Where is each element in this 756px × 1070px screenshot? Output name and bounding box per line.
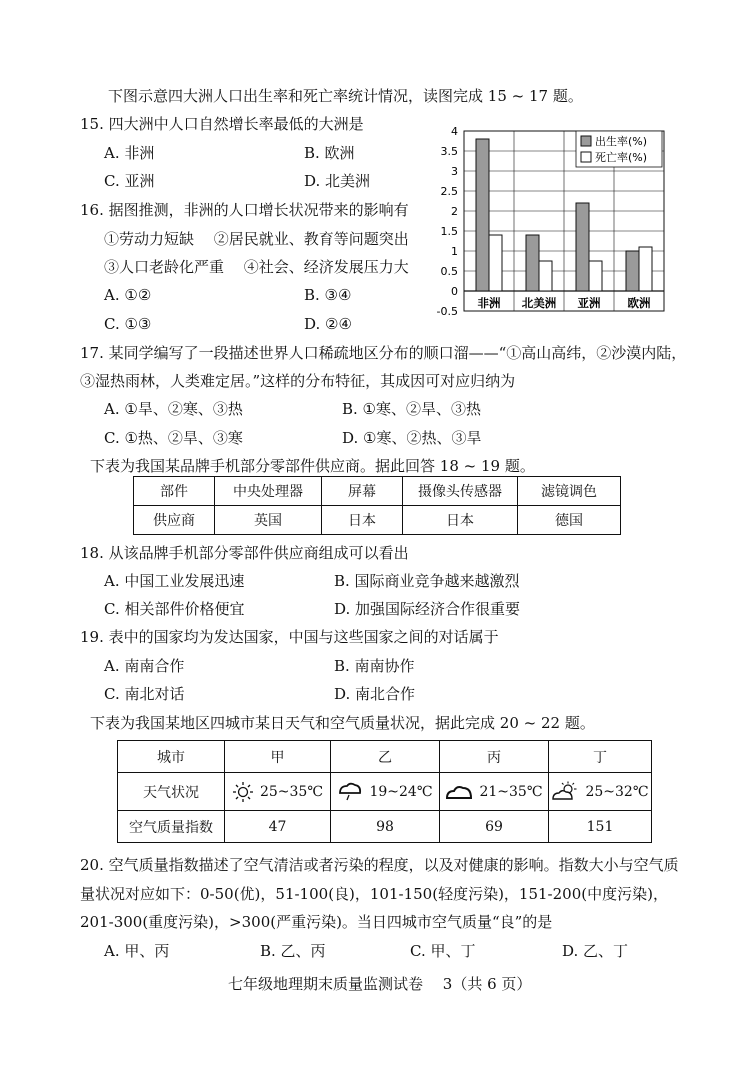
birth-rate-bar	[476, 139, 489, 291]
table-cell: 甲	[225, 741, 331, 773]
rain-cloud-icon	[337, 781, 363, 803]
q17-option-d[interactable]: D. ①寒、②热、③旱	[342, 429, 482, 447]
table-cell: 空气质量指数	[118, 811, 225, 843]
q16-option-d[interactable]: D. ②④	[304, 315, 352, 333]
table-cell: 摄像头传感器	[403, 477, 518, 506]
death-rate-bar	[589, 261, 602, 291]
question-20-stem-1: 20. 空气质量指数描述了空气清洁或者污染的程度，以及对健康的影响。指数大小与空气质	[80, 856, 679, 874]
q19-option-b[interactable]: B. 南南协作	[334, 657, 415, 675]
q17-option-b[interactable]: B. ①寒、②旱、③热	[342, 400, 482, 418]
chart-legend	[576, 131, 662, 167]
q15-option-c[interactable]: C. 亚洲	[104, 172, 155, 190]
q20-option-c[interactable]: C. 甲、丁	[410, 942, 476, 960]
q19-option-d[interactable]: D. 南北合作	[334, 685, 416, 703]
q16-statements-2: ③人口老龄化严重 ④社会、经济发展压力大	[104, 258, 409, 276]
q18-option-a[interactable]: A. 中国工业发展迅速	[104, 572, 245, 590]
table-cell: 天气状况	[118, 773, 225, 811]
table-row	[134, 506, 621, 535]
table-cell: 德国	[518, 506, 621, 535]
table-cell: 英国	[215, 506, 322, 535]
q18-option-b[interactable]: B. 国际商业竞争越来越激烈	[334, 572, 520, 590]
table-cell: 中央处理器	[215, 477, 322, 506]
q15-option-d[interactable]: D. 北美洲	[304, 172, 371, 190]
y-tick-label: 1.5	[440, 225, 458, 238]
q16-option-c[interactable]: C. ①③	[104, 315, 152, 333]
table-cell: 供应商	[134, 506, 215, 535]
temp-ding: 25~32℃	[585, 783, 649, 800]
table-cell: 47	[225, 811, 331, 843]
question-18-stem: 18. 从该品牌手机部分零部件供应商组成可以看出	[80, 544, 409, 562]
legend-label: 死亡率(%)	[595, 151, 648, 164]
q19-option-a[interactable]: A. 南南合作	[104, 657, 185, 675]
q16-option-b[interactable]: B. ③④	[304, 286, 352, 304]
temp-yi: 19~24℃	[369, 783, 433, 800]
supplier-table	[133, 476, 621, 535]
birth-rate-bar	[626, 251, 639, 291]
y-tick-label: 2	[451, 205, 458, 218]
q20-option-d[interactable]: D. 乙、丁	[562, 942, 629, 960]
temp-jia: 25~35℃	[259, 783, 324, 800]
q20-option-a[interactable]: A. 甲、丙	[104, 942, 170, 960]
table-cell	[549, 773, 652, 811]
table-cell	[225, 773, 331, 811]
question-17-stem-2: ③湿热雨林，人类难定居。”这样的分布特征，其成因可对应归纳为	[80, 372, 516, 390]
weather-air-quality-table	[117, 740, 652, 843]
q18-option-d[interactable]: D. 加强国际经济合作很重要	[334, 600, 521, 618]
y-tick-label: 3.5	[440, 145, 458, 158]
birth-rate-bar	[576, 203, 589, 291]
q15-option-a[interactable]: A. 非洲	[104, 144, 155, 162]
table-cell: 日本	[403, 506, 518, 535]
table-cell: 城市	[118, 741, 225, 773]
x-category-label: 北美洲	[521, 296, 557, 310]
q16-statements-1: ①劳动力短缺 ②居民就业、教育等问题突出	[104, 230, 409, 248]
question-17-stem-1: 17. 某同学编写了一段描述世界人口稀疏地区分布的顺口溜——“①高山高纬，②沙漠内陆，	[80, 344, 687, 362]
death-rate-bar	[489, 235, 502, 291]
q17-option-c[interactable]: C. ①热、②旱、③寒	[104, 429, 243, 447]
q20-option-b[interactable]: B. 乙、丙	[260, 942, 326, 960]
question-19-stem: 19. 表中的国家均为发达国家，中国与这些国家之间的对话属于	[80, 628, 499, 646]
y-tick-label: 0	[451, 285, 458, 298]
table-header-row	[134, 477, 621, 506]
q17-option-a[interactable]: A. ①旱、②寒、③热	[104, 400, 243, 418]
y-tick-label: 0.5	[440, 265, 458, 278]
q16-option-a[interactable]: A. ①②	[104, 286, 152, 304]
legend-swatch-birth	[581, 136, 591, 146]
intro-15-17: 下图示意四大洲人口出生率和死亡率统计情况，读图完成 15 ~ 17 题。	[108, 87, 583, 105]
table-header-row	[118, 741, 652, 773]
y-tick-label: -0.5	[436, 305, 458, 318]
table-cell: 乙	[331, 741, 440, 773]
table-cell	[331, 773, 440, 811]
temp-bing: 21~35℃	[479, 783, 543, 800]
table-cell: 丁	[549, 741, 652, 773]
table-row	[118, 773, 652, 811]
y-tick-label: 1	[451, 245, 458, 258]
table-cell: 屏幕	[322, 477, 403, 506]
death-rate-bar	[639, 247, 652, 291]
table-row	[118, 811, 652, 843]
partly-cloudy-icon	[551, 781, 579, 803]
table-cell: 部件	[134, 477, 215, 506]
death-rate-bar	[539, 261, 552, 291]
birth-death-rate-chart	[428, 123, 678, 323]
legend-swatch-death	[581, 152, 591, 162]
question-20-stem-3: 201-300(重度污染)，>300(严重污染)。当日四城市空气质量“良”的是	[80, 913, 553, 931]
x-category-label: 欧洲	[627, 296, 651, 310]
legend-label: 出生率(%)	[595, 135, 648, 148]
y-tick-label: 2.5	[440, 185, 458, 198]
x-category-label: 非洲	[477, 296, 501, 310]
cloud-icon	[445, 782, 473, 802]
table-cell: 69	[440, 811, 549, 843]
intro-18-19: 下表为我国某品牌手机部分零部件供应商。据此回答 18 ~ 19 题。	[90, 457, 535, 475]
y-tick-label: 3	[451, 165, 458, 178]
table-cell	[440, 773, 549, 811]
sun-icon	[232, 781, 254, 803]
q18-option-c[interactable]: C. 相关部件价格便宜	[104, 600, 245, 618]
birth-rate-bar	[526, 235, 539, 291]
question-15-stem: 15. 四大洲中人口自然增长率最低的大洲是	[80, 115, 364, 133]
table-cell: 98	[331, 811, 440, 843]
q19-option-c[interactable]: C. 南北对话	[104, 685, 185, 703]
table-cell: 151	[549, 811, 652, 843]
q15-option-b[interactable]: B. 欧洲	[304, 144, 355, 162]
x-category-label: 亚洲	[577, 296, 601, 310]
page-footer: 七年级地理期末质量监测试卷 3（共 6 页）	[228, 975, 532, 993]
question-16-stem: 16. 据图推测，非洲的人口增长状况带来的影响有	[80, 201, 409, 219]
table-cell: 丙	[440, 741, 549, 773]
question-20-stem-2: 量状况对应如下：0-50(优)，51-100(良)，101-150(轻度污染)，151-200(中度污染)，	[80, 885, 668, 903]
intro-20-22: 下表为我国某地区四城市某日天气和空气质量状况，据此完成 20 ~ 22 题。	[90, 714, 595, 732]
table-cell: 滤镜调色	[518, 477, 621, 506]
table-cell: 日本	[322, 506, 403, 535]
y-tick-label: 4	[451, 125, 458, 138]
